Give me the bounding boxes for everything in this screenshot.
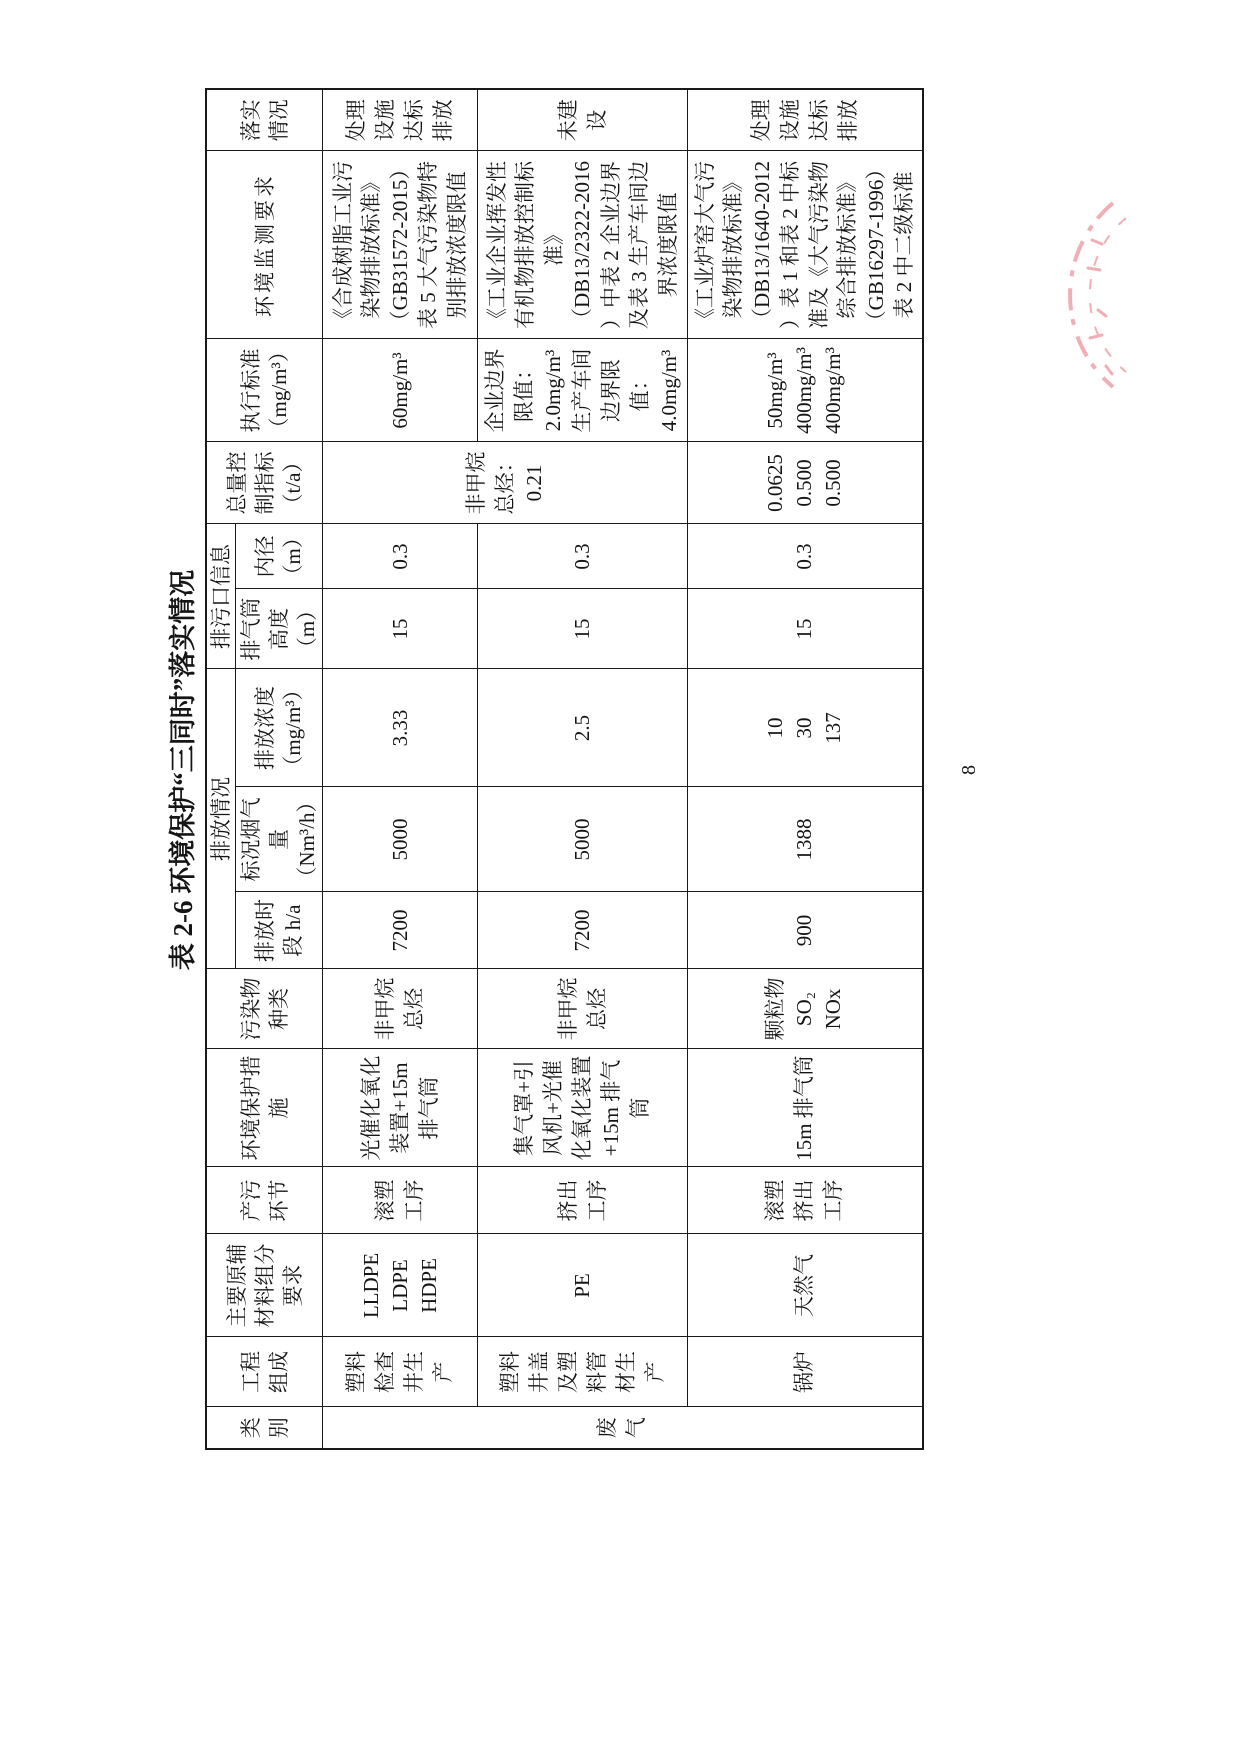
cell-monitoring-line: （DB13/2322-2016 bbox=[570, 160, 595, 329]
header-inner-diameter-line: 内径 bbox=[253, 535, 277, 578]
cell-pollutant-line: NOx bbox=[821, 988, 846, 1030]
cell-total-control bbox=[688, 442, 923, 524]
cell-project-line: 井盖 bbox=[526, 1351, 551, 1393]
cell-pollutant bbox=[478, 969, 688, 1049]
cell-project-line: 塑料 bbox=[497, 1351, 522, 1393]
cell-concentration-line: 2.5 bbox=[570, 714, 594, 742]
cell-source bbox=[478, 1167, 688, 1234]
category-value bbox=[323, 1407, 923, 1449]
cell-measures bbox=[688, 1049, 923, 1167]
cell-project bbox=[478, 1337, 688, 1407]
cell-stack-height bbox=[688, 589, 923, 669]
cell-stack-height-line: 15 bbox=[792, 618, 817, 640]
cell-stack-height-line: 15 bbox=[570, 618, 594, 640]
cell-monitoring-line: ）中表 2 企业边界 bbox=[598, 160, 623, 329]
cell-status bbox=[478, 89, 688, 151]
cell-pollutant-line: 颗粒物 bbox=[763, 977, 788, 1041]
header-source bbox=[206, 1167, 323, 1234]
header-concentration bbox=[236, 669, 323, 787]
cell-pollutant bbox=[323, 969, 478, 1049]
header-status bbox=[206, 89, 323, 151]
cell-monitoring bbox=[478, 151, 688, 339]
cell-concentration-line: 137 bbox=[821, 712, 846, 744]
cell-project-line: 材生 bbox=[613, 1351, 638, 1393]
cell-standard bbox=[323, 339, 478, 442]
cell-standard bbox=[688, 339, 923, 442]
cell-monitoring-line: ）表 1 和表 2 中标 bbox=[778, 160, 803, 329]
cell-source-line: 滚塑 bbox=[763, 1179, 788, 1222]
cell-monitoring-line: 表 5 大气污染物特 bbox=[416, 160, 441, 329]
header-source-line: 环节 bbox=[266, 1179, 291, 1222]
cell-hours-line: 7200 bbox=[570, 909, 594, 952]
cell-inner-diameter-line: 0.3 bbox=[792, 543, 817, 570]
cell-hours-line: 900 bbox=[792, 914, 817, 947]
page-number: 8 bbox=[958, 765, 980, 775]
header-pollutant-line: 污染物 bbox=[238, 977, 263, 1041]
cell-stack-height-line: 15 bbox=[387, 618, 412, 640]
table-row bbox=[688, 89, 923, 1449]
cell-flue-gas-line: 5000 bbox=[570, 818, 594, 861]
header-flue-gas-line: 量 bbox=[267, 829, 291, 850]
cell-materials-line: 天然气 bbox=[792, 1254, 817, 1317]
cell-concentration-line: 10 bbox=[763, 717, 788, 739]
cell-flue-gas-line: 5000 bbox=[387, 818, 412, 861]
cell-monitoring-line: 染物排放标准》 bbox=[359, 171, 384, 319]
header-total-control-line: （t/a） bbox=[280, 451, 305, 515]
cell-stack-height bbox=[323, 589, 478, 669]
cell-monitoring-line: 准》 bbox=[541, 223, 566, 266]
header-pollutant-line: 种类 bbox=[266, 988, 291, 1030]
cell-source-line: 工序 bbox=[584, 1179, 609, 1222]
header-emission-hours-line: 排放时 bbox=[253, 899, 277, 962]
cell-source-line: 滚塑 bbox=[373, 1179, 397, 1222]
cell-measures-line: 集气罩+引 bbox=[512, 1060, 536, 1156]
cell-status bbox=[323, 89, 478, 151]
cell-standard-line: 值： bbox=[628, 369, 652, 412]
category-value-line: 废 bbox=[595, 1417, 620, 1439]
category-value-line: 气 bbox=[624, 1417, 649, 1439]
cell-measures bbox=[323, 1049, 478, 1167]
cell-source-line: 挤出 bbox=[792, 1179, 817, 1222]
cell-project-line: 井生 bbox=[402, 1351, 426, 1393]
header-concentration-line: （mg/m³） bbox=[281, 679, 305, 777]
header-source-line: 产污 bbox=[238, 1179, 263, 1222]
cell-monitoring-line: 综合排放标准》 bbox=[835, 171, 860, 319]
cell-monitoring-line: 有机物排放控制标 bbox=[513, 160, 538, 329]
cell-materials bbox=[688, 1234, 923, 1337]
header-inner-diameter-line: （m） bbox=[281, 527, 305, 586]
cell-source bbox=[323, 1167, 478, 1234]
seal-stamp-icon bbox=[1040, 170, 1190, 430]
cell-status-line: 设 bbox=[584, 109, 609, 131]
header-standard-line: （mg/m³） bbox=[266, 341, 291, 439]
cell-project bbox=[688, 1337, 923, 1407]
cell-materials-line: LLDPE bbox=[358, 1252, 383, 1319]
cell-standard-line: 生产车间 bbox=[570, 348, 594, 433]
cell-standard-line: 边界限 bbox=[599, 358, 623, 422]
cell-standard-line: 60mg/m³ bbox=[387, 352, 412, 429]
header-emission-hours bbox=[236, 892, 323, 969]
cell-total-control-line: 0.0625 bbox=[763, 454, 788, 512]
header-category-line: 别 bbox=[266, 1417, 291, 1439]
cell-monitoring-line: （GB16297-1996） bbox=[863, 158, 888, 332]
header-total-control-line: 制指标 bbox=[252, 451, 277, 515]
cell-status-line: 排放 bbox=[835, 99, 860, 142]
cell-standard-line: 400mg/m³ bbox=[792, 347, 817, 434]
header-flue-gas bbox=[236, 787, 323, 892]
cell-materials-line: PE bbox=[570, 1273, 594, 1298]
header-monitoring bbox=[206, 151, 323, 339]
header-stack-height-line: 排气筒 bbox=[239, 597, 263, 661]
cell-standard-line: 4.0mg/m³ bbox=[657, 349, 681, 432]
cell-project-line: 检查 bbox=[373, 1351, 397, 1393]
cell-pollutant-line: 非甲烷 bbox=[373, 977, 397, 1041]
cell-inner-diameter-line: 0.3 bbox=[570, 543, 594, 570]
cell-monitoring-line: 染物排放标准》 bbox=[721, 171, 746, 319]
cell-monitoring-line: 界浓度限值 bbox=[655, 192, 680, 298]
table-row bbox=[478, 89, 688, 1449]
cell-pollutant-line: 非甲烷 bbox=[555, 977, 580, 1041]
header-measures-line: 施 bbox=[266, 1097, 291, 1119]
cell-materials-line: LDPE bbox=[387, 1259, 412, 1312]
header-emission-group: 排放情况 bbox=[206, 669, 236, 969]
header-flue-gas-line: （Nm³/h） bbox=[295, 791, 319, 888]
cell-pollutant-line: SO₂ bbox=[792, 991, 817, 1027]
cell-status-line: 未建 bbox=[555, 99, 580, 142]
cell-inner-diameter bbox=[688, 524, 923, 589]
cell-concentration-line: 30 bbox=[792, 717, 817, 739]
header-materials-line: 主要原辅 bbox=[224, 1243, 249, 1328]
cell-flue-gas-line: 1388 bbox=[792, 818, 817, 861]
cell-materials bbox=[323, 1234, 478, 1337]
cell-measures-line: 15m 排气筒 bbox=[792, 1055, 817, 1161]
header-category bbox=[206, 1407, 323, 1449]
header-flue-gas-line: 标况烟气 bbox=[239, 797, 263, 882]
cell-total-control-shared-line: 非甲烷 bbox=[463, 451, 488, 515]
cell-measures-line: 排气筒 bbox=[416, 1076, 441, 1140]
cell-standard-line: 2.0mg/m³ bbox=[541, 349, 565, 432]
cell-project-line: 产 bbox=[431, 1361, 455, 1383]
cell-hours bbox=[478, 892, 688, 969]
cell-concentration bbox=[478, 669, 688, 787]
cell-monitoring-line: 《合成树脂工业污 bbox=[330, 160, 355, 329]
header-status-line: 情况 bbox=[266, 99, 291, 142]
header-outlet-group: 排污口信息 bbox=[206, 524, 236, 669]
cell-measures-line: 装置+15m bbox=[387, 1062, 412, 1154]
cell-measures-line: 风机+光催 bbox=[541, 1060, 565, 1156]
environmental-protection-table bbox=[205, 88, 924, 1450]
cell-project-line: 塑料 bbox=[344, 1351, 368, 1393]
cell-pollutant-line: 总烃 bbox=[584, 988, 609, 1030]
header-standard bbox=[206, 339, 323, 442]
cell-project-line: 产 bbox=[642, 1361, 667, 1383]
cell-status-line: 排放 bbox=[431, 99, 455, 142]
cell-monitoring-line: 别排放浓度限值 bbox=[444, 171, 469, 319]
cell-measures-line: 化氧化装置 bbox=[570, 1055, 594, 1161]
cell-concentration-line: 3.33 bbox=[387, 709, 412, 747]
cell-standard-line: 400mg/m³ bbox=[821, 347, 846, 434]
cell-total-control-line: 0.500 bbox=[821, 459, 846, 507]
header-status-line: 落实 bbox=[238, 99, 263, 142]
cell-concentration bbox=[688, 669, 923, 787]
cell-standard bbox=[478, 339, 688, 442]
cell-monitoring bbox=[323, 151, 478, 339]
cell-project bbox=[323, 1337, 478, 1407]
header-inner-diameter bbox=[236, 524, 323, 589]
header-project bbox=[206, 1337, 323, 1407]
cell-monitoring-line: 表 2 中二级标准 bbox=[892, 171, 917, 319]
cell-flue-gas bbox=[688, 787, 923, 892]
cell-monitoring-line: 《工业企业挥发性 bbox=[484, 160, 509, 329]
cell-pollutant bbox=[688, 969, 923, 1049]
cell-status bbox=[688, 89, 923, 151]
cell-status-line: 设施 bbox=[777, 99, 802, 142]
header-pollutant bbox=[206, 969, 323, 1049]
cell-source-line: 挤出 bbox=[555, 1179, 580, 1222]
header-measures bbox=[206, 1049, 323, 1167]
header-row-top bbox=[206, 89, 236, 1449]
cell-hours bbox=[688, 892, 923, 969]
header-emission-hours-line: 段 h/a bbox=[281, 904, 305, 957]
cell-source-line: 工序 bbox=[821, 1179, 846, 1222]
cell-project-line: 料管 bbox=[584, 1351, 609, 1393]
header-category-line: 类 bbox=[238, 1417, 263, 1439]
cell-status-line: 达标 bbox=[806, 99, 831, 142]
header-materials-line: 材料组分 bbox=[252, 1243, 277, 1328]
cell-standard-line: 50mg/m³ bbox=[763, 352, 788, 429]
cell-project-line: 锅炉 bbox=[792, 1351, 817, 1393]
cell-source-line: 工序 bbox=[402, 1179, 426, 1222]
cell-measures-line: 光催化氧化 bbox=[358, 1055, 383, 1161]
cell-monitoring bbox=[688, 151, 923, 339]
header-total-control-line: 总量控 bbox=[224, 451, 249, 515]
cell-total-control-shared-line: 0.21 bbox=[521, 464, 546, 502]
cell-source bbox=[688, 1167, 923, 1234]
cell-standard-line: 企业边界 bbox=[483, 348, 507, 433]
header-stack-height-line: （m） bbox=[295, 599, 319, 659]
header-concentration-line: 排放浓度 bbox=[253, 686, 277, 770]
header-stack-height-line: 高度 bbox=[267, 607, 291, 650]
cell-materials-line: HDPE bbox=[416, 1258, 441, 1313]
cell-status-line: 处理 bbox=[748, 99, 773, 142]
table-row bbox=[323, 89, 478, 1449]
cell-monitoring-line: 及表 3 生产车间边 bbox=[627, 160, 652, 329]
cell-inner-diameter bbox=[478, 524, 688, 589]
cell-concentration bbox=[323, 669, 478, 787]
cell-measures-line: +15m 排气 bbox=[599, 1059, 623, 1157]
cell-project-line: 及塑 bbox=[555, 1351, 580, 1393]
cell-measures-line: 筒 bbox=[628, 1097, 652, 1119]
cell-inner-diameter bbox=[323, 524, 478, 589]
cell-monitoring-line: （DB13/1640-2012 bbox=[749, 160, 774, 329]
header-standard-line: 执行标准 bbox=[238, 348, 263, 433]
header-stack-height bbox=[236, 589, 323, 669]
cell-status-line: 处理 bbox=[344, 99, 368, 142]
cell-status-line: 达标 bbox=[402, 99, 426, 142]
cell-hours bbox=[323, 892, 478, 969]
table-title: 表 2-6 环境保护“三同时”落实情况 bbox=[168, 569, 198, 971]
header-materials-line: 要求 bbox=[280, 1264, 305, 1307]
cell-monitoring-line: 准及《大气污染物 bbox=[806, 160, 831, 329]
cell-standard-line: 限值： bbox=[512, 358, 536, 422]
cell-inner-diameter-line: 0.3 bbox=[387, 543, 412, 570]
cell-total-control-shared-line: 总烃： bbox=[492, 451, 517, 515]
cell-stack-height bbox=[478, 589, 688, 669]
cell-materials bbox=[478, 1234, 688, 1337]
cell-total-control-shared bbox=[323, 442, 688, 524]
cell-status-line: 设施 bbox=[373, 99, 397, 142]
cell-monitoring-line: （GB31572-2015） bbox=[387, 158, 412, 332]
header-materials bbox=[206, 1234, 323, 1337]
header-measures-line: 环境保护措 bbox=[238, 1055, 263, 1161]
header-project-line: 工程 bbox=[238, 1351, 263, 1393]
cell-measures bbox=[478, 1049, 688, 1167]
cell-total-control-line: 0.500 bbox=[792, 459, 817, 507]
cell-pollutant-line: 总烃 bbox=[402, 988, 426, 1030]
header-monitoring-line: 环境监测要求 bbox=[252, 172, 277, 317]
cell-hours-line: 7200 bbox=[387, 909, 412, 952]
header-total-control bbox=[206, 442, 323, 524]
cell-flue-gas bbox=[478, 787, 688, 892]
header-project-line: 组成 bbox=[266, 1351, 291, 1393]
cell-monitoring-line: 《工业炉窑大气污 bbox=[692, 160, 717, 329]
cell-flue-gas bbox=[323, 787, 478, 892]
